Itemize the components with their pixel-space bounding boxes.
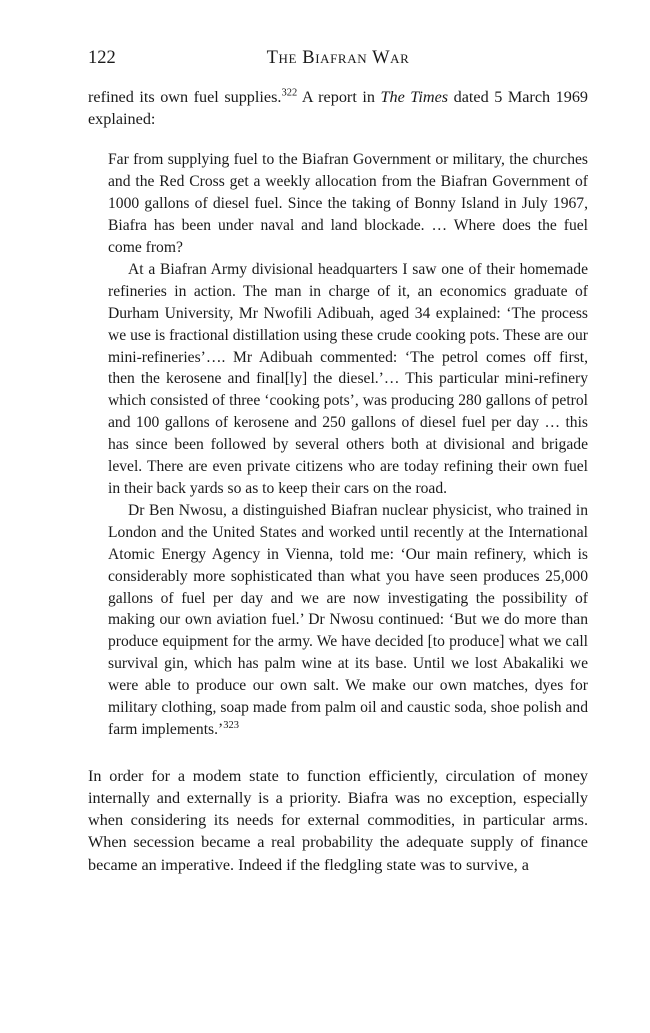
running-title: The Biafran War <box>266 48 410 68</box>
intro-text-3: dated 5 March 1969 explained: <box>88 88 589 129</box>
quote-paragraph-2: At a Biafran Army divisional headquarters I saw one of their homemade refineries in action. The man in charge of it, an economics graduate of Durham University, Mr Nwofili Adibuah, aged 34 explained: ‘The process we use is fractional distillation using these crude cooking pots. These are our mini-refineries’…. Mr Adibuah commented: ‘The petrol comes off first, then the kerosene and final[ly] the diesel.’… This particular mini-refinery which consisted of three ‘cooking pots’, was producing 280 gallons of petrol and 100 gallons of kerosene and 250 gallons of diesel fuel per day … this has since been followed by several others both at divisional and brigade level. There are even private citizens who are today refining their own fuel in their back yards so as to keep their cars on the road. <box>108 260 588 497</box>
closing-paragraph: In order for a modem state to function efficiently, circulation of money internally and externally is a priority. Biafra was no exception, especially when considering its needs for external commodities, in particular arms. When secession became a real probability the adequate supply of finance became an imperative. Indeed if the fledgling state was to survive, a <box>88 766 588 874</box>
footnote-ref-323: 323 <box>223 719 239 731</box>
block-quote <box>108 149 588 740</box>
intro-text-2: A report in <box>297 88 381 106</box>
page-number: 122 <box>88 48 116 68</box>
intro-text-1: refined its own fuel supplies. <box>88 88 282 106</box>
quote-paragraph-3 <box>108 500 588 741</box>
quote-paragraph-1: Far from supplying fuel to the Biafran Government or military, the churches and the Red Cross get a weekly allocation from the Biafran Government of 1000 gallons of diesel fuel. Since the taking of Bonny Island in July 1967, Biafra has been under naval and land blockade. … Where does the fuel come from? <box>108 151 588 257</box>
publication-title: The Times <box>380 88 449 106</box>
book-page <box>88 44 588 876</box>
quote-paragraph-3-text: Dr Ben Nwosu, a distinguished Biafran nuclear physicist, who trained in London and the United States and worked until recently at the International Atomic Energy Agency in Vienna, told me: ‘Our main refinery, which is considerably more sophisticated than what you have seen produces 25,000 gallons of fuel per day and we are now investigating the possibility of making our own aviation fuel.’ Dr Nwosu continued: ‘But we do more than produce equipment for the army. We have decided [to produce] what we call survival gin, which has palm wine at its base. Until we lost Abakaliki we were able to produce our own salt. We make our own matches, dyes for military clothing, soap made from palm oil and caustic soda, shoe polish and farm implements.’ <box>108 501 588 738</box>
footnote-ref-322: 322 <box>281 87 298 99</box>
running-head <box>88 44 588 72</box>
intro-paragraph <box>88 86 588 130</box>
